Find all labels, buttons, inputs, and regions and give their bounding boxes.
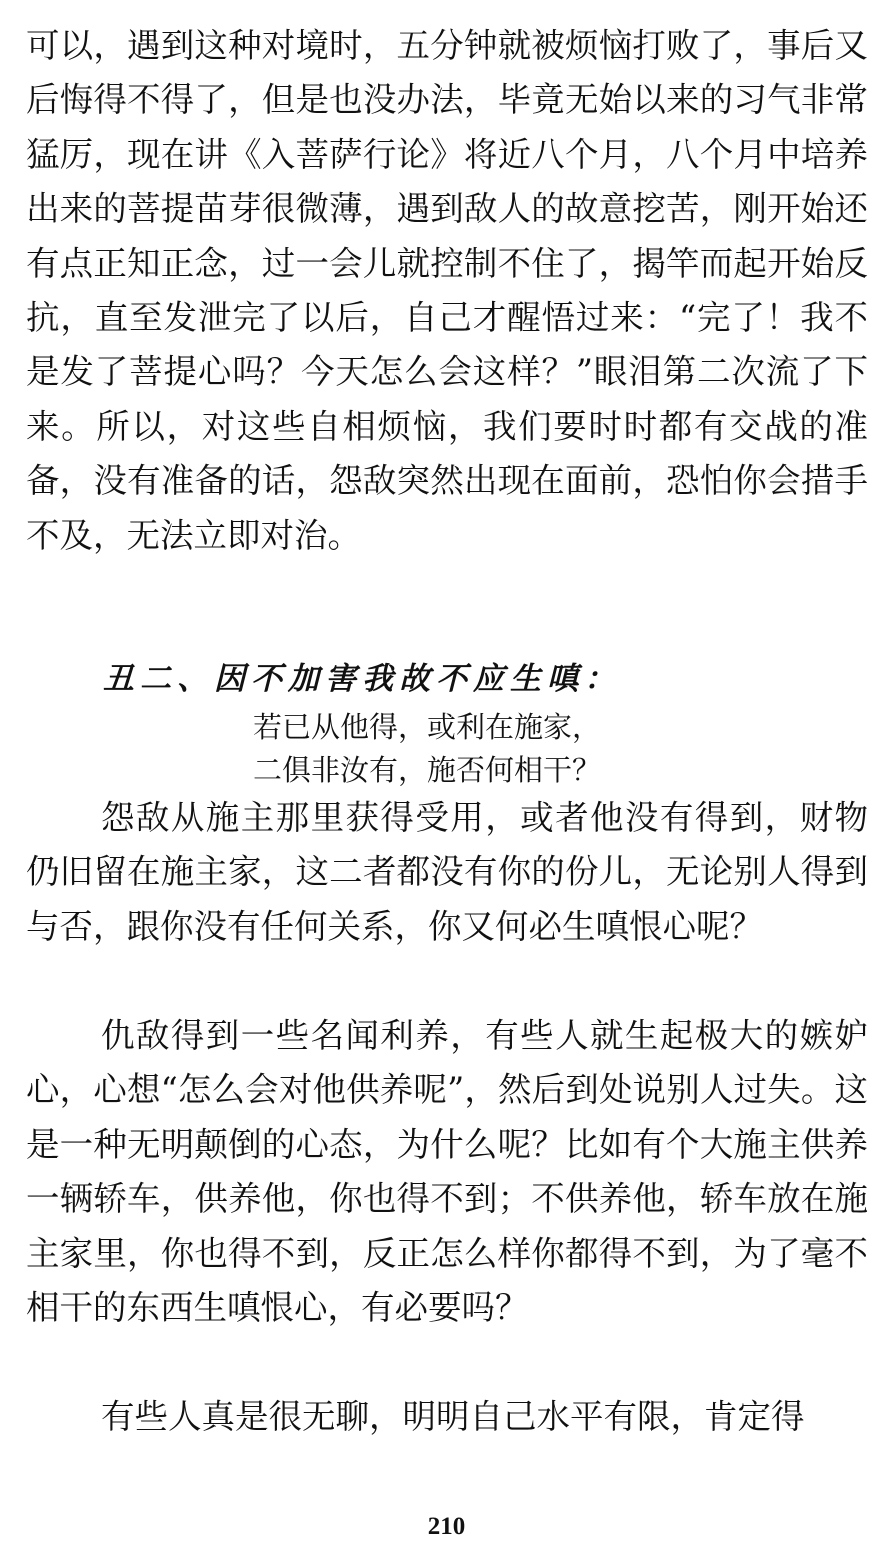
paragraph-commentary-3: 有些人真是很无聊，明明自己水平有限，肯定得: [101, 1397, 805, 1436]
paragraph-commentary-1: 怨敌从施主那里获得受用，或者他没有得到，财物仍旧留在施主家，这二者都没有你的份儿，无论别人得到与否，跟你没有任何关系，你又何必生嗔恨心呢？: [26, 798, 868, 946]
verse-line-2: 二俱非汝有，施否何相干？: [253, 753, 602, 787]
section-heading: 丑二、因不加害我故不应生嗔：: [103, 661, 621, 697]
paragraph-continuation: 可以，遇到这种对境时，五分钟就被烦恼打败了，事后又后悔得不得了，但是也没办法，毕竟无始以来的习气非常猛厉，现在讲《入菩萨行论》将近八个月，八个月中培养出来的菩提苗芽很微薄，遇到敌人的故意挖苦，刚开始还有点正知正念，过一会儿就控制不住了，揭竿而起开始反抗，直至发泄完了以后，自己才醒悟过来：“完了！我不是发了菩提心吗？今天怎么会这样？”眼泪第二次流了下来。所以，对这些自相烦恼，我们要时时都有交战的准备，没有准备的话，怨敌突然出现在面前，恐怕你会措手不及，无法立即对治。: [26, 26, 868, 555]
paragraph-commentary-2: 仇敌得到一些名闻利养，有些人就生起极大的嫉妒心，心想“怎么会对他供养呢”，然后到处说别人过失。这是一种无明颠倒的心态，为什么呢？比如有个大施主供养一辆轿车，供养他，你也得不到；不供养他，轿车放在施主家里，你也得不到，反正怎么样你都得不到，为了毫不相干的东西生嗔恨心，有必要吗？: [26, 1016, 868, 1328]
page-number: 210: [427, 1513, 466, 1540]
verse-line-1: 若已从他得，或利在施家，: [253, 710, 602, 744]
